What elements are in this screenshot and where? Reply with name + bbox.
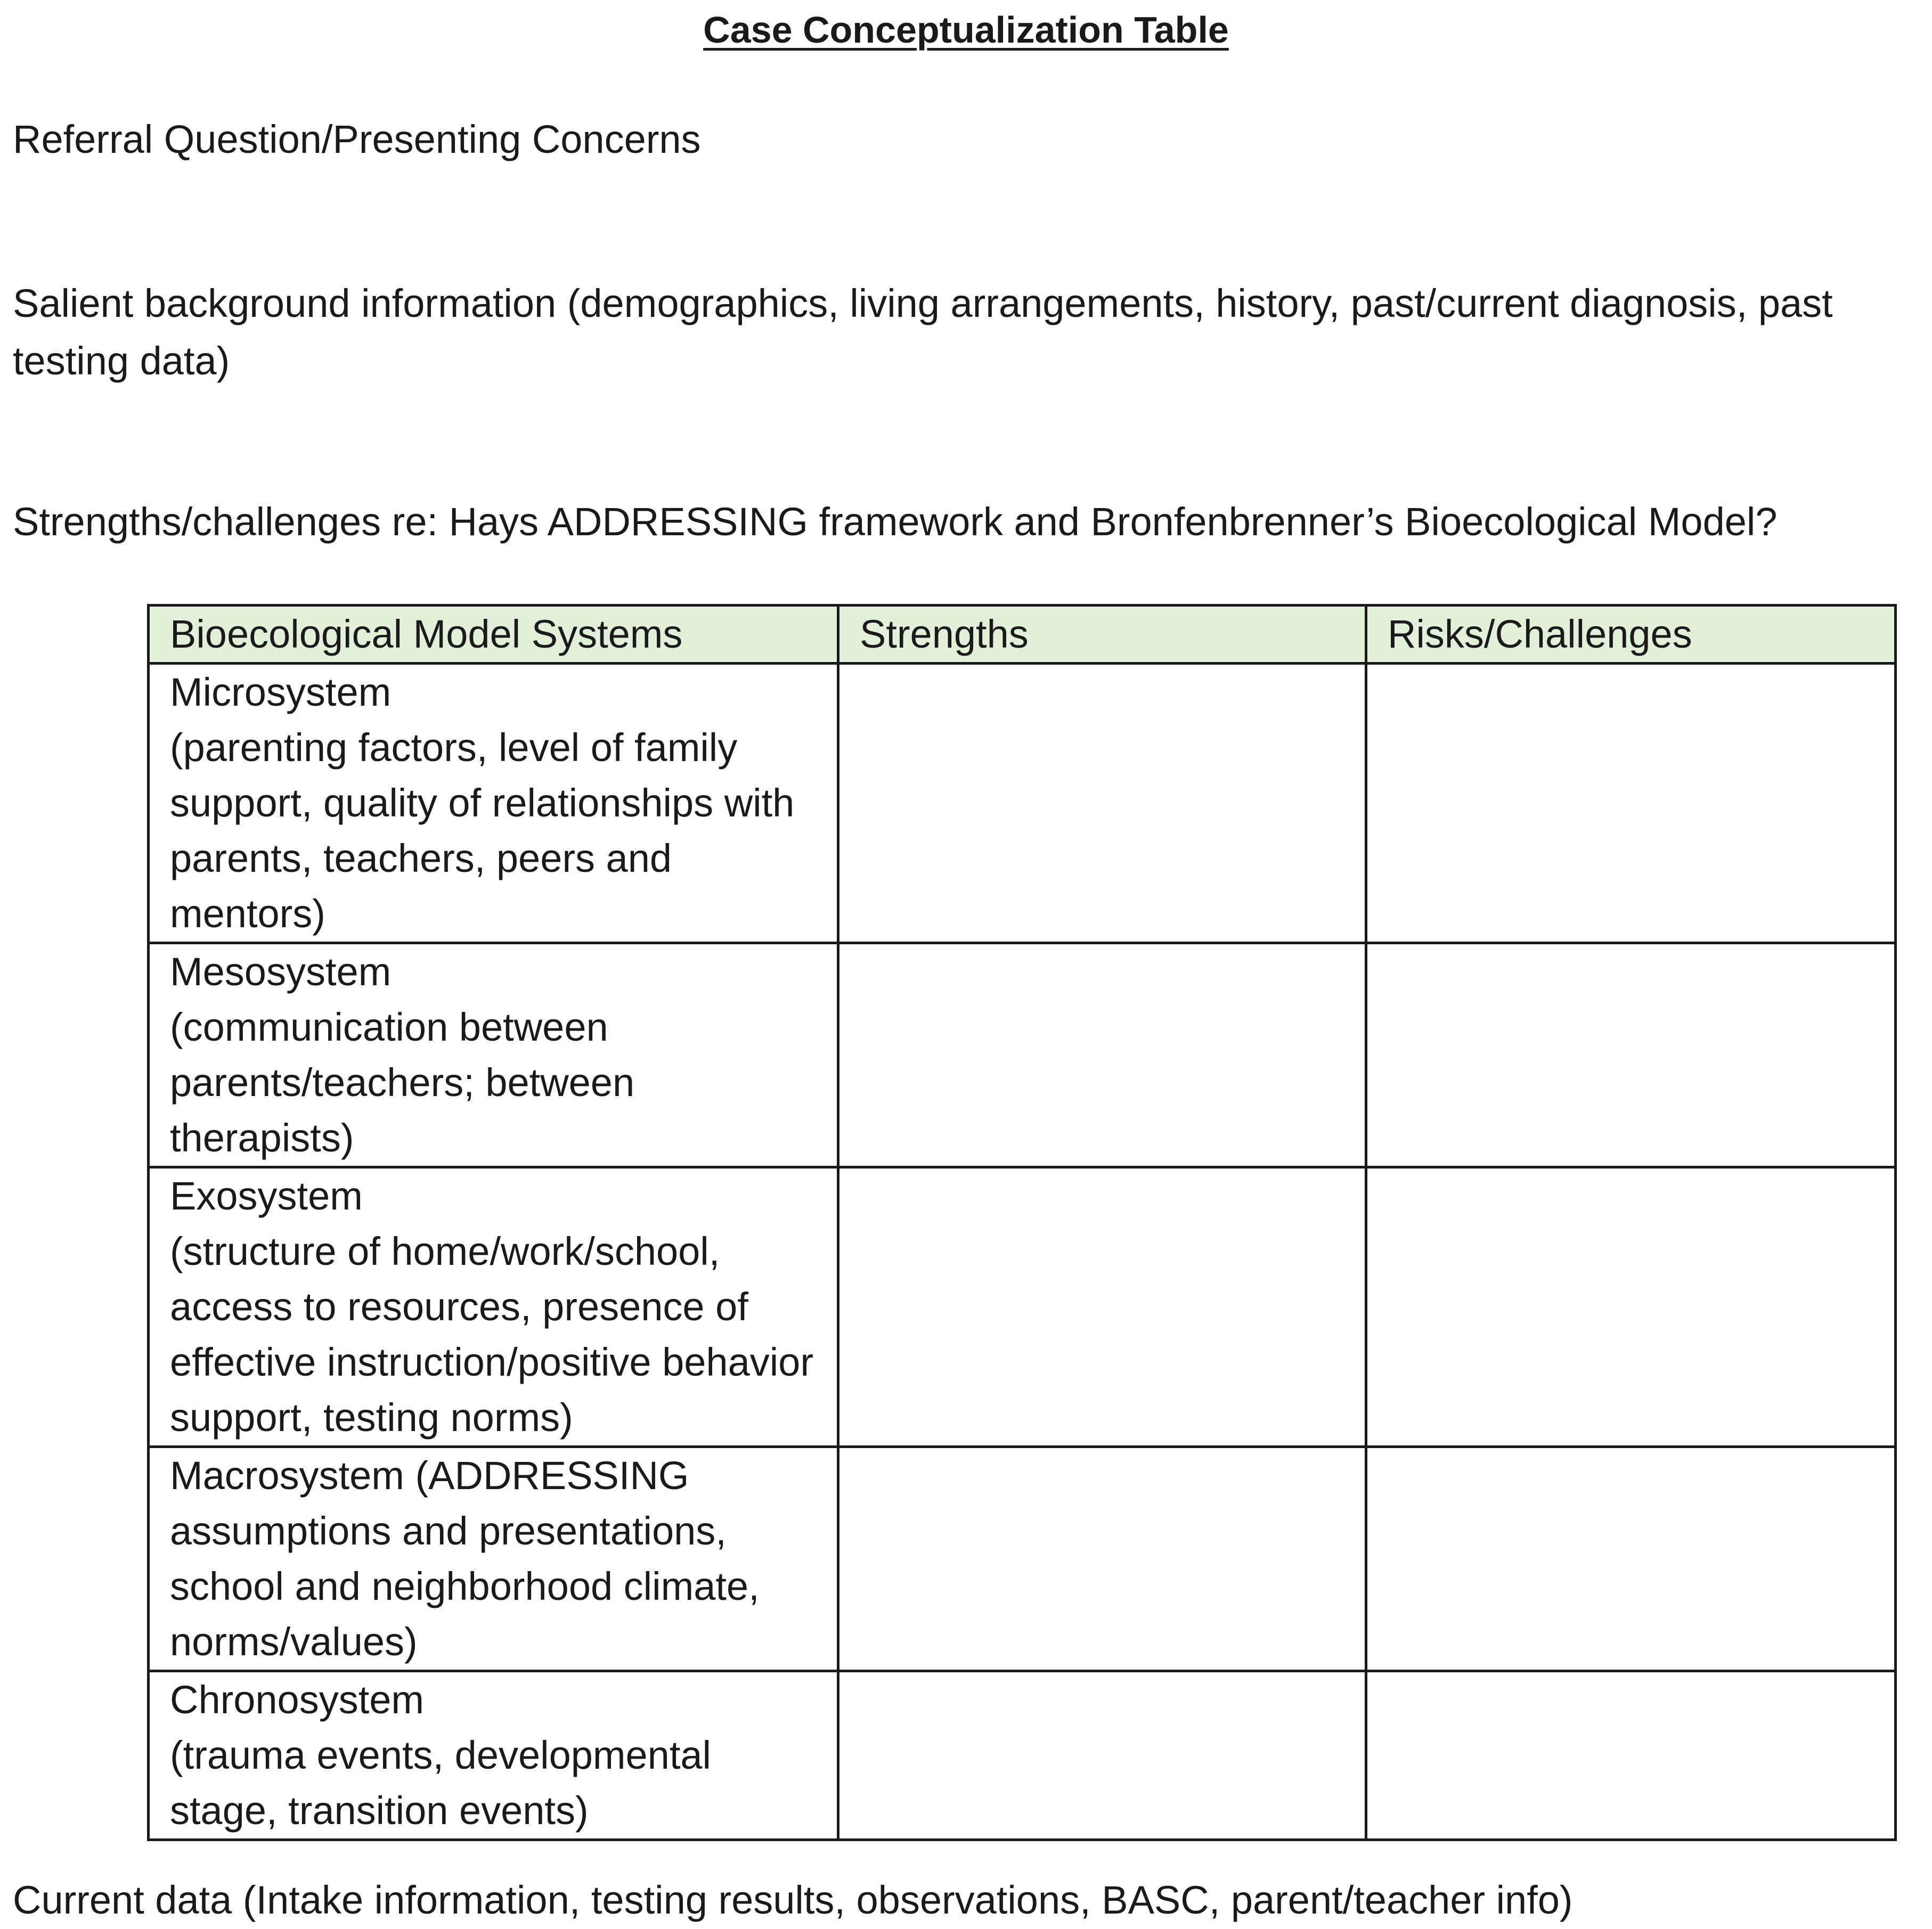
system-cell-exosystem (149, 1167, 838, 1447)
header-risks: Risks/Challenges (1366, 606, 1896, 664)
page-title (0, 7, 1932, 52)
strengths-cell-microsystem[interactable] (838, 664, 1366, 943)
strengths-cell-mesosystem[interactable] (838, 943, 1366, 1167)
system-name: Chronosystem (170, 1678, 425, 1722)
system-description: (parenting factors, level of family support, quality of relationships with parents, teachers, peers and mentors) (170, 725, 795, 936)
system-cell-chronosystem (149, 1671, 838, 1840)
referral-question-heading: Referral Question/Presenting Concerns (13, 117, 701, 161)
system-description: (communication between parents/teachers; between therapists) (170, 1005, 635, 1160)
system-name: Macrosystem (ADDRESSING assumptions and presentations, school and neighborhood climate, norms/values) (170, 1453, 760, 1664)
page-title-text: Case Conceptualization Table (703, 9, 1229, 51)
risks-cell-mesosystem[interactable] (1366, 943, 1896, 1167)
strengths-cell-macrosystem[interactable] (838, 1447, 1366, 1671)
header-strengths: Strengths (838, 606, 1366, 664)
risks-cell-chronosystem[interactable] (1366, 1671, 1896, 1840)
table-row-chronosystem (149, 1671, 1896, 1840)
risks-cell-macrosystem[interactable] (1366, 1447, 1896, 1671)
table-row-exosystem (149, 1167, 1896, 1447)
current-data-heading: Current data (Intake information, testing results, observations, BASC, parent/teacher info) (13, 1878, 1573, 1922)
table-row-macrosystem (149, 1447, 1896, 1671)
strengths-cell-exosystem[interactable] (838, 1167, 1366, 1447)
risks-cell-microsystem[interactable] (1366, 664, 1896, 943)
system-cell-mesosystem (149, 943, 838, 1167)
system-description: (structure of home/work/school, access to resources, presence of effective instruction/positive behavior support, testing norms) (170, 1229, 813, 1440)
table-row-mesosystem (149, 943, 1896, 1167)
system-name: Microsystem (170, 670, 392, 714)
bioecological-table (147, 604, 1897, 1841)
system-name: Mesosystem (170, 950, 392, 994)
table-header-row (149, 606, 1896, 664)
strengths-challenges-prompt: Strengths/challenges re: Hays ADDRESSING framework and Bronfenbrenner’s Bioecological Model? (13, 500, 1778, 544)
system-description: (trauma events, developmental stage, transition events) (170, 1733, 711, 1833)
system-cell-macrosystem (149, 1447, 838, 1671)
system-name: Exosystem (170, 1174, 363, 1218)
risks-cell-exosystem[interactable] (1366, 1167, 1896, 1447)
system-cell-microsystem (149, 664, 838, 943)
header-systems: Bioecological Model Systems (149, 606, 838, 664)
table-row-microsystem (149, 664, 1896, 943)
salient-background-heading: Salient background information (demographics, living arrangements, history, past/current diagnosis, past testing data) (13, 281, 1833, 383)
strengths-cell-chronosystem[interactable] (838, 1671, 1366, 1840)
